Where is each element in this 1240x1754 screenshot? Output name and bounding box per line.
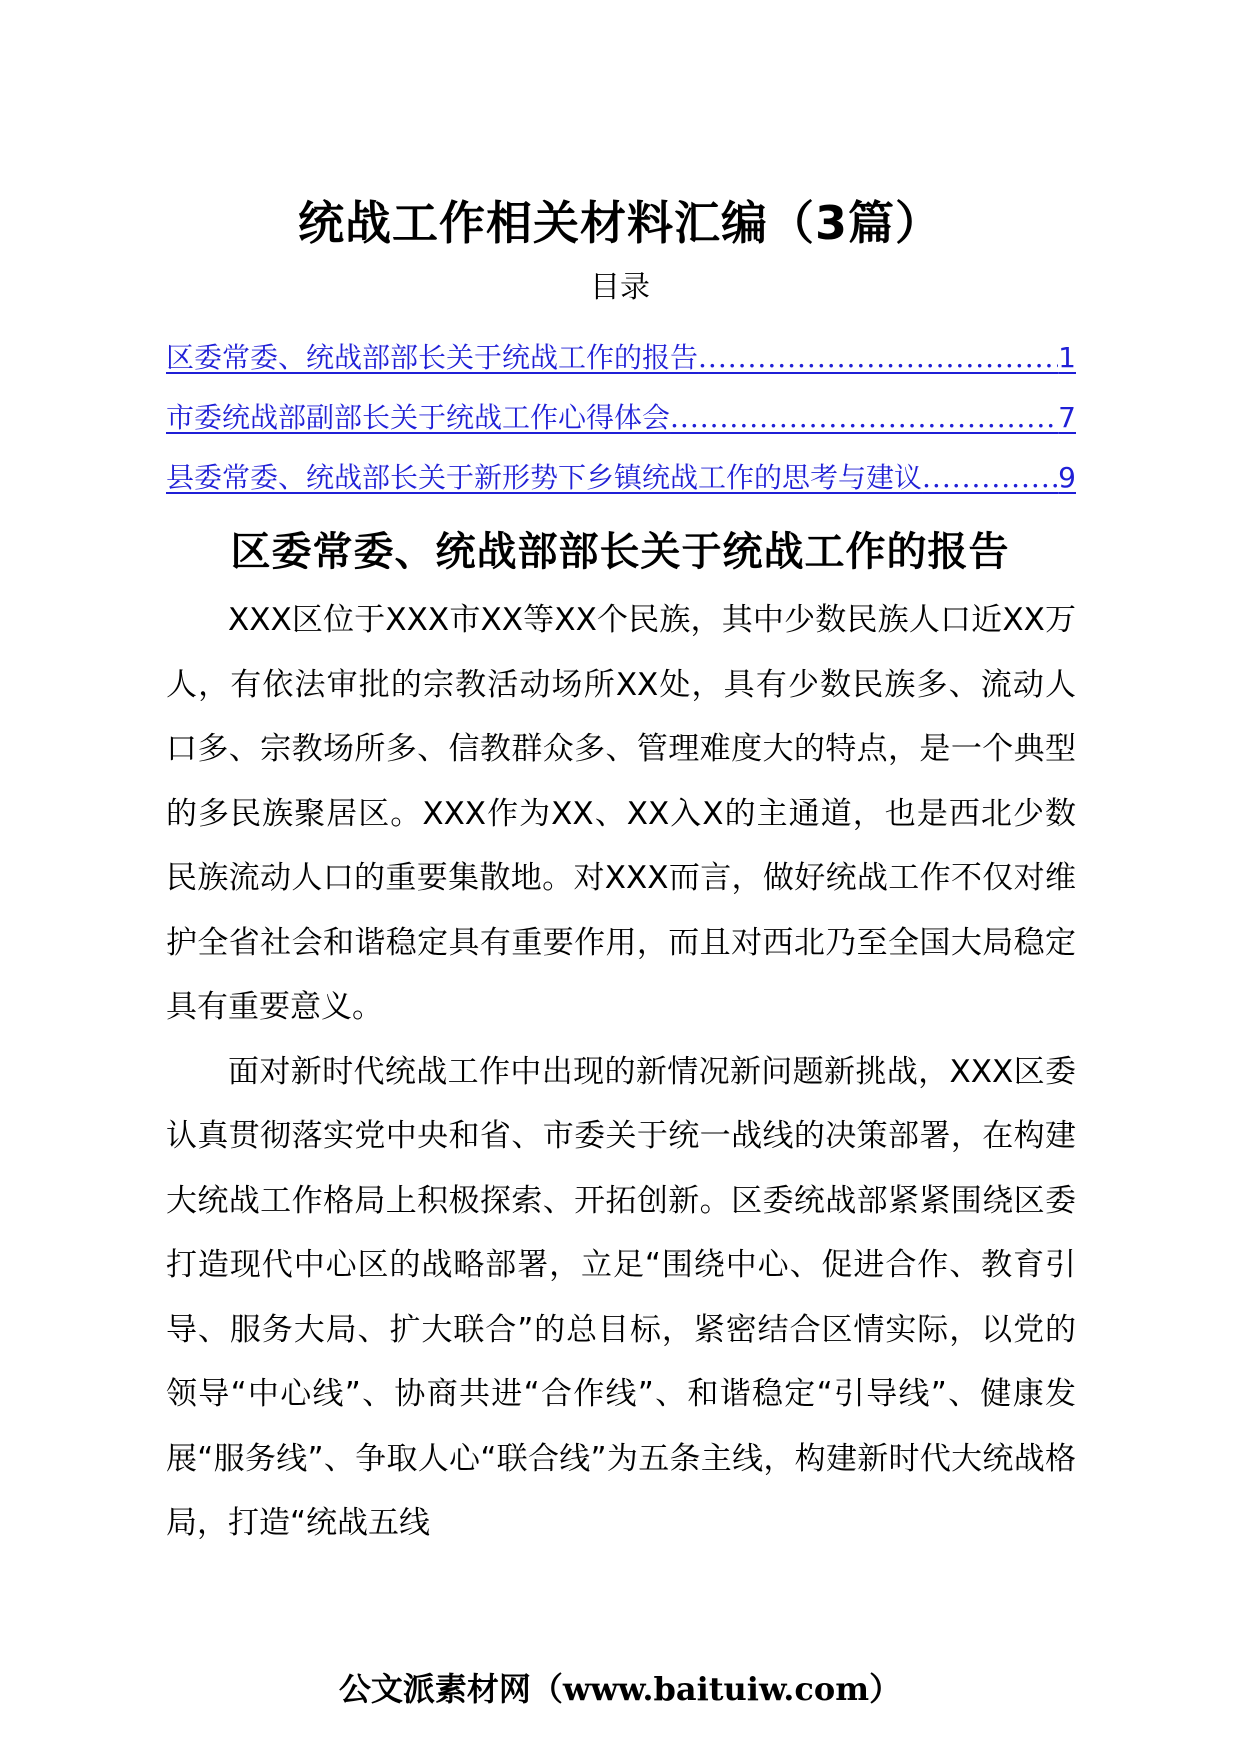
- paragraph: 面对新时代统战工作中出现的新情况新问题新挑战，XXX区委认真贯彻落实党中央和省、市委关于统一战线的决策部署，在构建大统战工作格局上积极探索、开拓创新。区委统战部紧紧围绕区委打造现代中心区的战略部署，立足“围绕中心、促进合作、教育引导、服务大局、扩大联合”的总目标，紧密结合区情实际，以党的领导“中心线”、协商共进“合作线”、和谐稳定“引导线”、健康发展“服务线”、争取人心“联合线”为五条主线，构建新时代大统战格局，打造“统战五线: [166, 1053, 1076, 1541]
- footer-url: （www.baituiw.com）: [530, 1670, 902, 1708]
- toc-page-number: 9: [1058, 461, 1076, 494]
- toc-link-3[interactable]: [166, 456, 1076, 516]
- footer-watermark: [0, 1670, 1240, 1708]
- toc-entry-text: 县委常委、统战部长关于新形势下乡镇统战工作的思考与建议: [166, 461, 923, 494]
- toc-entry-text: 市委统战部副部长关于统战工作心得体会: [166, 401, 671, 434]
- toc-entry-text: 区委常委、统战部部长关于统战工作的报告: [166, 341, 699, 374]
- body-text: [166, 588, 1076, 1556]
- toc-dot-leader: [670, 401, 1058, 434]
- toc-page-number: 1: [1058, 341, 1076, 374]
- paragraph: XXX区位于XXX市XX等XX个民族，其中少数民族人口近XX万人，有依法审批的宗教活动场所XX处，具有少数民族多、流动人口多、宗教场所多、信教群众多、管理难度大的特点，是一个典型的多民族聚居区。XXX作为XX、XX入X的主通道，也是西北少数民族流动人口的重要集散地。对XXX而言，做好统战工作不仅对维护全省社会和谐稳定具有重要作用，而且对西北乃至全国大局稳定具有重要意义。: [166, 602, 1076, 1025]
- section-heading: 区委常委、统战部部长关于统战工作的报告: [230, 529, 1010, 575]
- table-of-contents: [166, 336, 1076, 516]
- toc-dot-leader: [698, 341, 1058, 374]
- toc-heading: 目录: [590, 270, 650, 305]
- toc-link-2[interactable]: [166, 396, 1076, 456]
- footer-site-name: 公文派素材网: [338, 1670, 531, 1708]
- document-title: 统战工作相关材料汇编（3篇）: [297, 196, 942, 250]
- toc-page-number: 7: [1058, 401, 1076, 434]
- toc-dot-leader: [922, 461, 1058, 494]
- toc-link-1[interactable]: [166, 336, 1076, 396]
